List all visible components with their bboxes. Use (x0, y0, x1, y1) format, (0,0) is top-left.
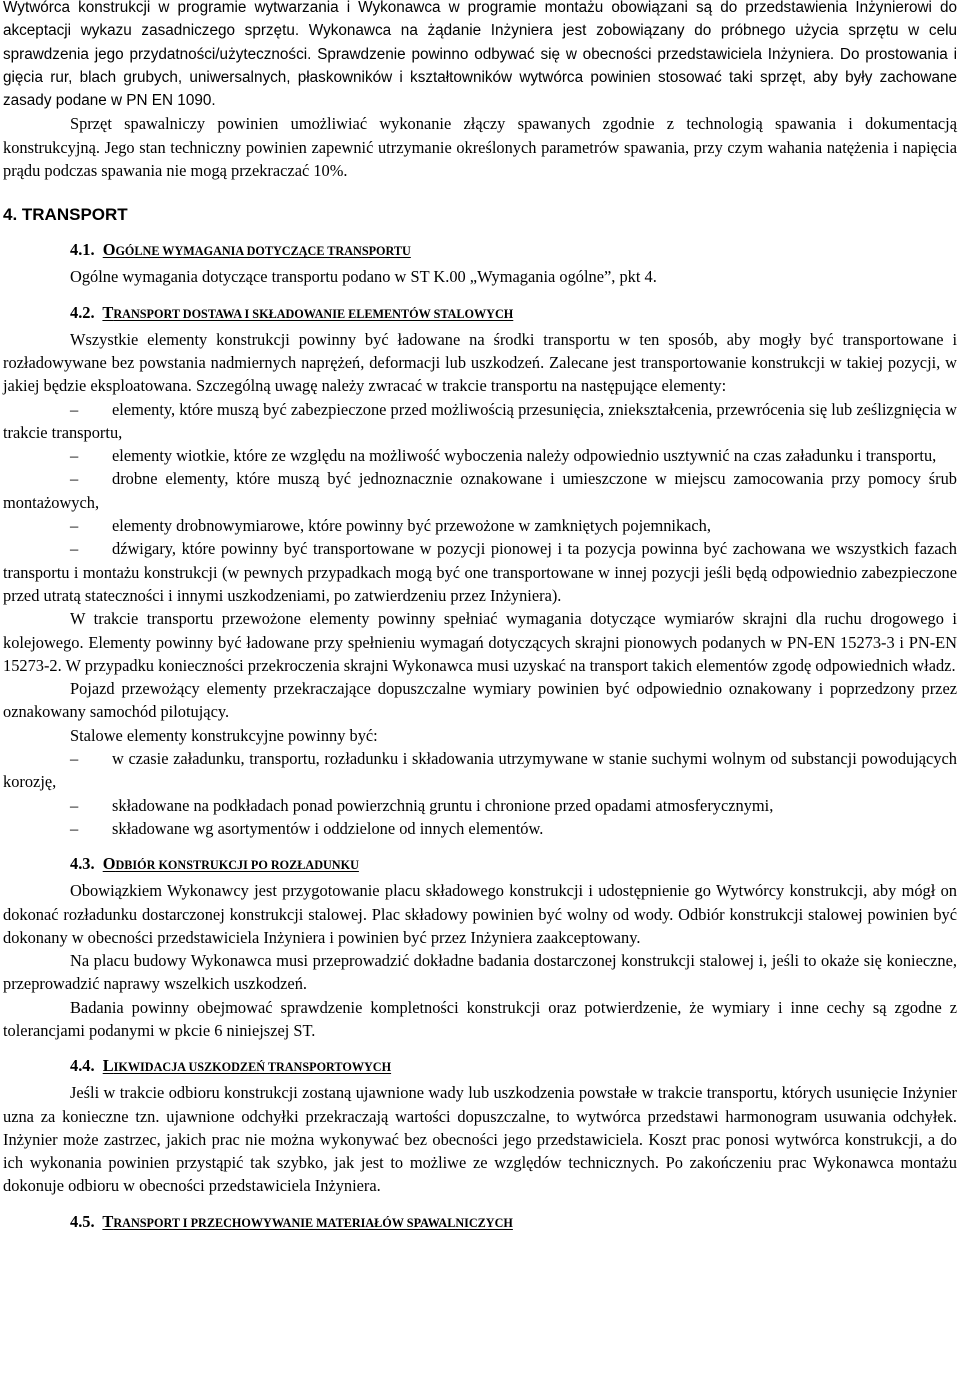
section-4-1-text: Ogólne wymagania dotyczące transportu podano w ST K.00 „Wymagania ogólne”, pkt 4. (70, 267, 657, 287)
dash-bullet: – (70, 469, 79, 489)
section-heading-4-3 (70, 852, 957, 877)
section-title: OGÓLNE WYMAGANIA DOTYCZĄCE TRANSPORTU (102, 240, 411, 260)
section-number: 4.4. (70, 1056, 95, 1076)
dash-bullet: – (70, 818, 79, 838)
section-4-4-paragraph-1: Jeśli w trakcie odbioru konstrukcji zostaną ujawnione wady lub uszkodzenia powstałe w trakcie transportu, których usunięcie Inżynier uzna za konieczne tzn. ujawnione odchyłki przekraczają wartości dopuszczalne, to wytwórca przedstawi harmonogram usuwania odchyłek. Inżynier może zastrzec, jakich prac nie można wykonywać bez obecności jego przedstawiciela. Koszt prac ponosi wytwórca konstrukcji, a do ich wykonania powinien przystąpić tak szybko, jak jest to możliwe ze względów technicznych. Po zakończeniu prac Wykonawca montażu dokonuje odbioru w obecności przedstawiciela Inżyniera. (3, 1083, 957, 1196)
dash-bullet: – (70, 749, 79, 769)
section-heading-4-4 (70, 1054, 957, 1079)
intro-paragraph-1: Wytwórca konstrukcji w programie wytwarzania i Wykonawca w programie montażu obowiązani są do przedstawienia Inżynierowi do akceptacji wykazu zasadniczego sprzętu. Wykonawca na żądanie Inżyniera jest zobowiązany do próbnego użycia sprzętu w celu sprawdzenia jego przydatności/użyteczności. Sprawdzenie powinno odbywać się w obecności przedstawiciela Inżyniera. Do prostowania i gięcia rur, blach grubych, uniwersalnych, płaskowników i kształtowników wytwórca powinien stosować taki sprzęt, aby były zachowane zasady podane w PN EN 1090. (3, 0, 957, 110)
list-item: – dźwigary, które powinny być transportowane w pozycji pionowej i ta pozycja powinna być zachowana we wszystkich fazach transportu i montażu konstrukcji (w pewnych przypadkach mogą być one transportowane w innej pozycji jeśli będą odpowiednio zabezpieczone przed utratą stateczności i innymi uszkodzeniami, po zatwierdzeniu przez Inżyniera). (3, 539, 957, 605)
chapter-heading: 4. TRANSPORT (3, 205, 128, 225)
section-title: TRANSPORT I PRZECHOWYWANIE MATERIAŁÓW SPAWALNICZYCH (102, 1211, 513, 1231)
section-title: ODBIÓR KONSTRUKCJI PO ROZŁADUNKU (102, 854, 359, 874)
list-item: – elementy drobnowymiarowe, które powinny być przewożone w zamkniętych pojemnikach, (3, 514, 957, 537)
section-heading-4-2 (70, 301, 957, 326)
list-item: – elementy, które muszą być zabezpieczone przed możliwością przesunięcia, zniekształcenia, przewrócenia się lub ześlizgnięcia w trakcie transportu, (3, 399, 957, 442)
section-4-3-paragraph-2: Na placu budowy Wykonawca musi przeprowadzić dokładne badania dostarczonej konstrukcji stalowej i, jeśli to okaże się konieczne, przeprowadzić naprawy wszelkich uszkodzeń. (3, 951, 957, 994)
list-item: – elementy wiotkie, które ze względu na możliwość wyboczenia należy odpowiednio usztywnić na czas załadunku i transportu, (3, 444, 957, 467)
list-item: – w czasie załadunku, transportu, rozładunku i składowania utrzymywane w stanie suchymi wolnym od substancji powodujących korozję, (3, 749, 957, 792)
dash-bullet: – (70, 795, 79, 815)
section-heading-4-1 (70, 238, 957, 263)
section-4-2-paragraph-4: Stalowe elementy konstrukcyjne powinny być: (70, 725, 378, 745)
section-heading-4-5 (70, 1210, 957, 1235)
section-4-3-paragraph-1: Obowiązkiem Wykonawcy jest przygotowanie placu składowego konstrukcji i udostępnienie go Wytwórcy konstrukcji, aby mógł on dokonać rozładunku dostarczonej konstrukcji stalowej. Plac składowy powinien być wolny od wody. Odbiór konstrukcji stalowej powinien być dokonany w obecności przedstawiciela Inżyniera i powinien być przez Inżyniera zaakceptowany. (3, 881, 957, 947)
section-title: LIKWIDACJA USZKODZEŃ TRANSPORTOWYCH (102, 1056, 392, 1076)
list-item: – składowane na podkładach ponad powierzchnią gruntu i chronione przed opadami atmosferycznymi, (3, 794, 957, 817)
section-4-3-paragraph-3: Badania powinny obejmować sprawdzenie kompletności konstrukcji oraz potwierdzenie, że wymiary i inne cechy są zgodne z tolerancjami podanymi w pkcie 6 niniejszej ST. (3, 997, 957, 1040)
dash-bullet: – (70, 446, 79, 466)
section-4-2-paragraph-1: Wszystkie elementy konstrukcji powinny być ładowane na środki transportu w ten sposób, aby mogły być transportowane i rozładowywane bez powstania nadmiernych naprężeń, deformacji lub uszkodzeń. Zalecane jest transportowanie konstrukcji w takiej pozycji, w jakiej będzie eksploatowana. Szczególną uwagę należy zwracać w trakcie transportu na następujące elementy: (3, 329, 957, 396)
section-title: TRANSPORT DOSTAWA I SKŁADOWANIE ELEMENTÓW STALOWYCH (102, 302, 514, 322)
section-4-2-paragraph-2: W trakcie transportu przewożone elementy powinny spełniać wymagania dotyczące wymiarów skrajni dla ruchu drogowego i kolejowego. Elementy powinny być ładowane przy spełnieniu wymagań dotyczących skrajni pionowych podanych w PN-EN 15273-3 i PN-EN 15273-2. W przypadku konieczności przekroczenia skrajni Wykonawca musi uzyskać na transport takich elementów zgodę odpowiednich władz. (3, 609, 957, 675)
dash-bullet: – (70, 516, 79, 536)
list-item: – składowane wg asortymentów i oddzielone od innych elementów. (3, 817, 957, 840)
section-number: 4.1. (70, 240, 95, 260)
section-number: 4.2. (70, 302, 95, 322)
section-number: 4.3. (70, 854, 95, 874)
section-4-2-paragraph-3: Pojazd przewożący elementy przekraczające dopuszczalne wymiary powinien być odpowiednio oznakowany i poprzedzony przez oznakowany samochód pilotujący. (3, 679, 957, 722)
dash-bullet: – (70, 399, 79, 419)
intro-paragraph-2: Sprzęt spawalniczy powinien umożliwiać wykonanie złączy spawanych zgodnie z technologią spawania i dokumentacją konstrukcyjną. Jego stan techniczny powinien zapewnić utrzymanie określonych parametrów spawania, przy czym wahania natężenia i napięcia prądu podczas spawania nie mogą przekraczać 10%. (3, 114, 957, 181)
section-number: 4.5. (70, 1211, 95, 1231)
list-item: – drobne elementy, które muszą być jednoznacznie oznakowane i umieszczone w miejscu zamocowania przy pomocy śrub montażowych, (3, 469, 957, 512)
dash-bullet: – (70, 539, 79, 559)
